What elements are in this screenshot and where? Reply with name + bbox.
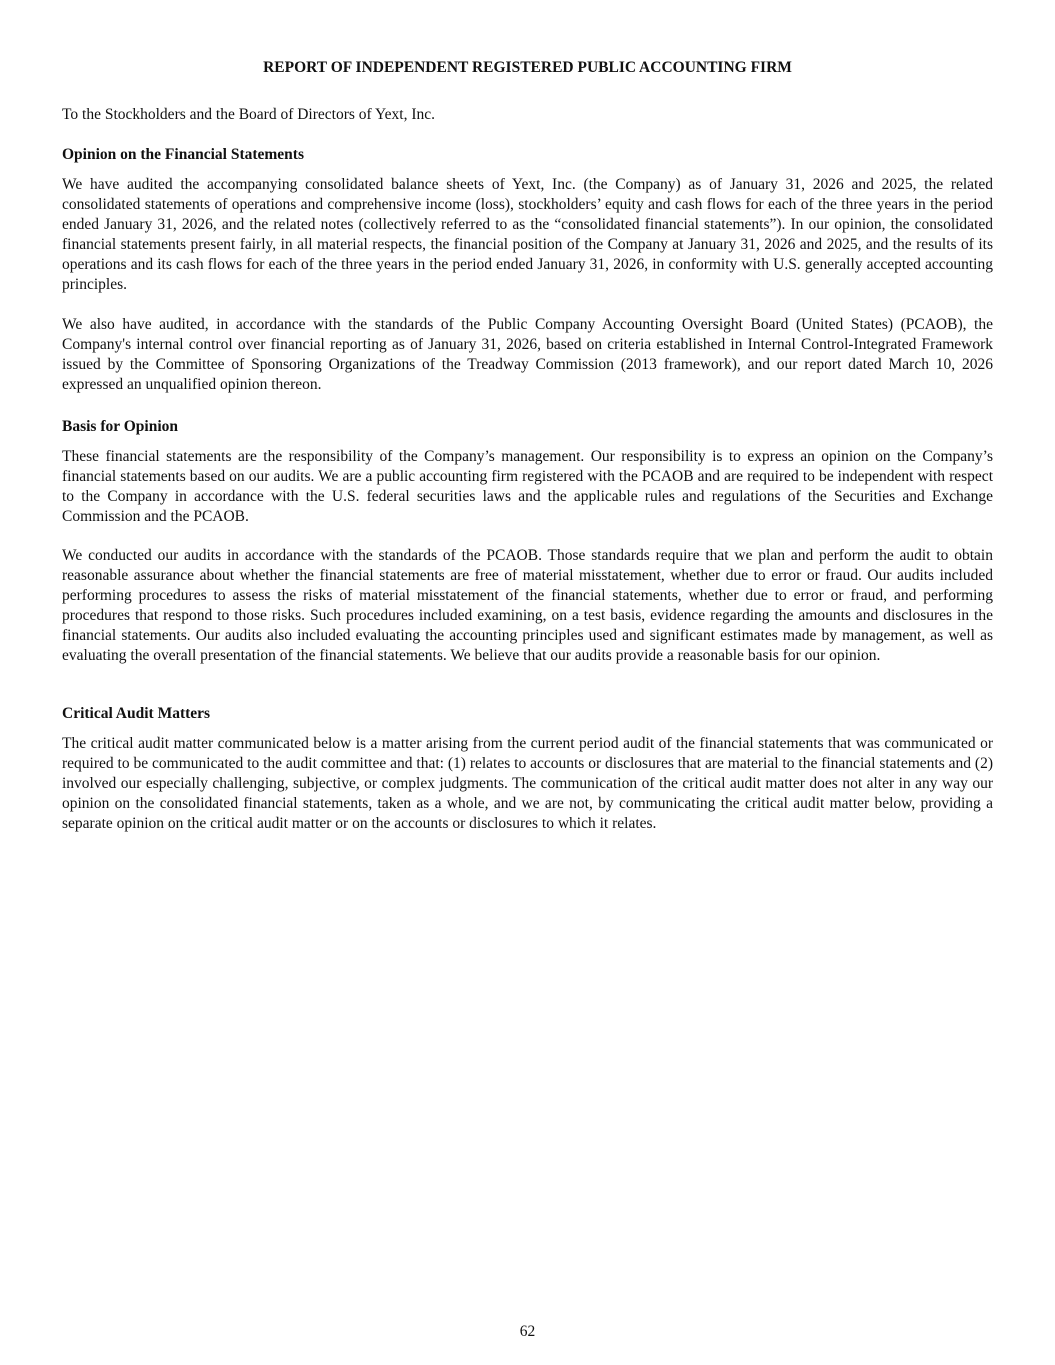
paragraph-opinion-1: We have audited the accompanying consolidated balance sheets of Yext, Inc. (the Company) as of January 31, 2026 and 2025, the related consolidated statements of operations and comprehensive income (loss), stockholders’ equity and cash flows for each of the three years in the period ended January 31, 2026, and the related notes (collectively referred to as the “consolidated financial statements”). In our opinion, the consolidated financial statements present fairly, in all material respects, the financial position of the Company at January 31, 2026 and 2025, and the results of its operations and its cash flows for each of the three years in the period ended January 31, 2026, in conformity with U.S. generally accepted accounting principles. [62, 176, 993, 294]
paragraph-basis-2: We conducted our audits in accordance with the standards of the PCAOB. Those standards require that we plan and perform the audit to obtain reasonable assurance about whether the financial statements are free of material misstatement, whether due to error or fraud. Our audits included performing procedures to assess the risks of material misstatement of the financial statements, whether due to error or fraud, and performing procedures that respond to those risks. Such procedures included examining, on a test basis, evidence regarding the amounts and disclosures in the financial statements. Our audits also included evaluating the accounting principles used and significant estimates made by management, as well as evaluating the overall presentation of the financial statements. We believe that our audits provide a reasonable basis for our opinion. [62, 547, 993, 665]
report-title: REPORT OF INDEPENDENT REGISTERED PUBLIC ACCOUNTING FIRM [263, 59, 792, 76]
paragraph-basis-1: These financial statements are the responsibility of the Company’s management. Our responsibility is to express an opinion on the Company’s financial statements based on our audits. We are a public accounting firm registered with the PCAOB and are required to be independent with respect to the Company in accordance with the U.S. federal securities laws and the applicable rules and regulations of the Securities and Exchange Commission and the PCAOB. [62, 448, 993, 526]
page-number: 62 [519, 1323, 536, 1340]
section-heading-basis: Basis for Opinion [62, 418, 179, 435]
section-heading-critical-audit-matters: Critical Audit Matters [62, 705, 211, 722]
section-heading-opinion: Opinion on the Financial Statements [62, 146, 304, 163]
paragraph-opinion-2: We also have audited, in accordance with the standards of the Public Company Accounting Oversight Board (United States) (PCAOB), the Company's internal control over financial reporting as of January 31, 2026, based on criteria established in Internal Control-Integrated Framework issued by the Committee of Sponsoring Organizations of the Treadway Commission (2013 framework), and our report dated March 10, 2026 expressed an unqualified opinion thereon. [62, 316, 993, 394]
salutation: To the Stockholders and the Board of Directors of Yext, Inc. [62, 106, 435, 123]
paragraph-critical-audit-matters-1: The critical audit matter communicated below is a matter arising from the current period audit of the financial statements that was communicated or required to be communicated to the audit committee and that: (1) relates to accounts or disclosures that are material to the financial statements and (2) involved our especially challenging, subjective, or complex judgments. The communication of the critical audit matter does not alter in any way our opinion on the consolidated financial statements, taken as a whole, and we are not, by communicating the critical audit matter below, providing a separate opinion on the critical audit matter or on the accounts or disclosures to which it relates. [62, 735, 993, 833]
